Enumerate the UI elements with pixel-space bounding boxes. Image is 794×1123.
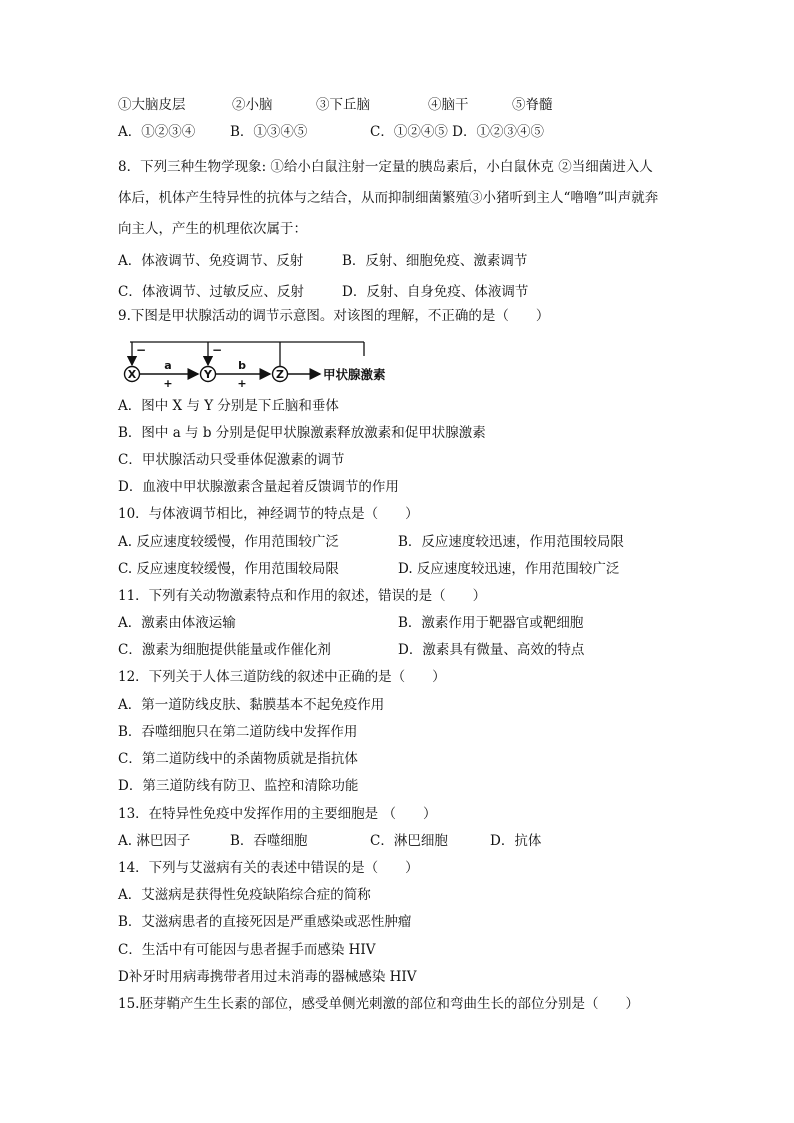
q8-choice-c: C．体液调节、过敏反应、反射 xyxy=(118,284,304,300)
q11-choice-c: C．激素为细胞提供能量或作催化剂 xyxy=(118,642,331,658)
q10-choice-b: B．反应速度较迅速，作用范围较局限 xyxy=(398,534,624,550)
q12-choice-a: A．第一道防线皮肤、黏膜基本不起免疫作用 xyxy=(118,697,385,713)
q13-choice-a: A. 淋巴因子 xyxy=(118,833,191,849)
plus-sign-2: + xyxy=(237,377,247,390)
q9-choice-b: B．图中 a 与 b 分别是促甲状腺激素释放激素和促甲状腺激素 xyxy=(118,425,486,441)
q11-stem: 11．下列有关动物激素特点和作用的叙述，错误的是（ ） xyxy=(118,588,487,604)
q12-stem: 12．下列关于人体三道防线的叙述中正确的是（ ） xyxy=(118,669,446,685)
node-x-label: X xyxy=(127,368,137,381)
node-z-label: Z xyxy=(276,368,284,381)
q8-choice-b: B．反射、细胞免疫、激素调节 xyxy=(342,253,528,269)
q8-stem-line-3: 向主人，产生的机理依次属于： xyxy=(118,221,307,237)
q10-stem: 10．与体液调节相比，神经调节的特点是（ ） xyxy=(118,506,419,522)
q13-stem: 13．在特异性免疫中发挥作用的主要细胞是 （ ） xyxy=(118,806,437,822)
q8-choice-d: D．反射、自身免疫、体液调节 xyxy=(342,284,529,300)
q8-choice-a: A．体液调节、免疫调节、反射 xyxy=(118,253,304,269)
q14-choice-d: D补牙时用病毒携带者用过未消毒的器械感染 HIV xyxy=(118,969,417,985)
q14-stem: 14．下列与艾滋病有关的表述中错误的是（ ） xyxy=(118,860,419,876)
q7-choice-a: A．①②③④ xyxy=(118,124,196,140)
q7-option-4: ④脑干 xyxy=(428,97,469,113)
q7-option-5: ⑤脊髓 xyxy=(512,97,553,113)
q13-choice-b: B．吞噬细胞 xyxy=(230,833,308,849)
q9-choice-d: D．血液中甲状腺激素含量起着反馈调节的作用 xyxy=(118,479,399,495)
q11-choice-d: D．激素具有微量、高效的特点 xyxy=(398,642,585,658)
thyroid-regulation-svg xyxy=(120,334,410,390)
q12-choice-d: D．第三道防线有防卫、监控和清除功能 xyxy=(118,778,359,794)
hormone-output-label: 甲状腺激素 xyxy=(323,367,386,382)
q7-option-1: ①大脑皮层 xyxy=(118,97,186,113)
q12-choice-b: B．吞噬细胞只在第二道防线中发挥作用 xyxy=(118,724,358,740)
q14-choice-c: C．生活中有可能因与患者握手而感染 HIV xyxy=(118,942,376,958)
q13-choice-d: D．抗体 xyxy=(490,833,542,849)
q11-choice-a: A．激素由体液运输 xyxy=(118,615,236,631)
q12-choice-c: C．第二道防线中的杀菌物质就是指抗体 xyxy=(118,751,358,767)
q7-option-2: ②小脑 xyxy=(232,97,273,113)
q7-choice-b: B．①③④⑤ xyxy=(230,124,308,140)
q15-stem: 15.胚芽鞘产生生长素的部位，感受单侧光刺激的部位和弯曲生长的部位分别是（ ） xyxy=(118,996,639,1012)
arrow-label-a: a xyxy=(164,359,172,372)
q10-choice-c: C. 反应速度较缓慢，作用范围较局限 xyxy=(118,561,339,577)
q13-choice-c: C．淋巴细胞 xyxy=(370,833,448,849)
arrow-label-b: b xyxy=(238,359,246,372)
minus-sign-1: − xyxy=(136,343,147,357)
q14-choice-a: A．艾滋病是获得性免疫缺陷综合症的简称 xyxy=(118,887,371,903)
q10-choice-a: A. 反应速度较缓慢，作用范围较广泛 xyxy=(118,534,339,550)
q9-choice-a: A．图中 X 与 Y 分别是下丘脑和垂体 xyxy=(118,398,339,414)
q9-choice-c: C．甲状腺活动只受垂体促激素的调节 xyxy=(118,452,345,468)
q14-choice-b: B．艾滋病患者的直接死因是严重感染或恶性肿瘤 xyxy=(118,914,412,930)
q11-choice-b: B．激素作用于靶器官或靶细胞 xyxy=(398,615,584,631)
q9-stem: 9.下图是甲状腺活动的调节示意图。对该图的理解，不正确的是（ ） xyxy=(118,308,550,324)
node-y-label: Y xyxy=(204,368,212,381)
q8-stem-line-1: 8．下列三种生物学现象: ①给小白鼠注射一定量的胰岛素后，小白鼠休克 ②当细菌进入人 xyxy=(118,159,653,175)
plus-sign-1: + xyxy=(163,377,173,390)
q8-stem-line-2: 体后，机体产生特异性的抗体与之结合，从而抑制细菌繁殖③小猪听到主人“噜噜”叫声就奔 xyxy=(118,190,659,206)
minus-sign-2: − xyxy=(212,343,223,357)
q10-choice-d: D. 反应速度较迅速，作用范围较广泛 xyxy=(398,561,620,577)
q7-option-3: ③下丘脑 xyxy=(316,97,370,113)
thyroid-regulation-diagram xyxy=(120,334,410,390)
q7-choice-cd: C．①②④⑤ D．①②③④⑤ xyxy=(370,124,544,140)
